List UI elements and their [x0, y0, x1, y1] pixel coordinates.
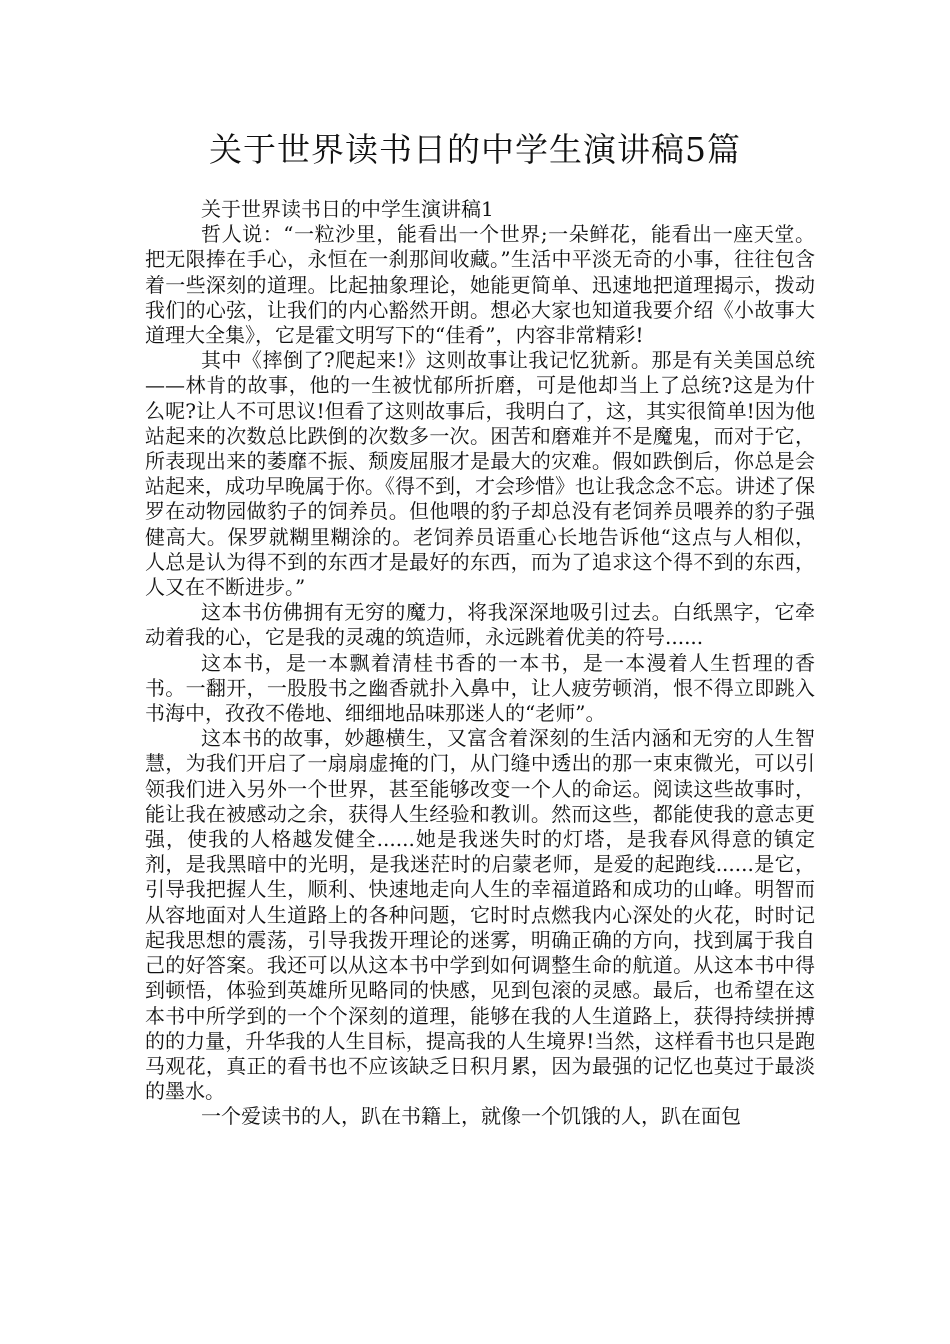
paragraph-6: 一个爱读书的人，趴在书籍上，就像一个饥饿的人，趴在面包: [201, 1104, 741, 1129]
paragraph-2: 其中《摔倒了?爬起来!》这则故事让我记忆犹新。那是有关美国总统——林肯的故事，他的一生被忧郁所折磨，可是他却当上了总统?这是为什么呢?让人不可思议!但看了这则故事后，我明白了，这，其实很简单!因为他站起来的次数总比跌倒的次数多一次。困苦和磨难并不是魔鬼，而对于它，所表现出来的萎靡不振、颓废屈服才是最大的灾难。假如跌倒后，你总是会站起来，成功早晚属于你。《得不到，才会珍惜》也让我念念不忘。讲述了保罗在动物园做豹子的饲养员。但他喂的豹子却总没有老饲养员喂养的豹子强健高大。保罗就糊里糊涂的。老饲养员语重心长地告诉他“这点与人相似，人总是认为得不到的东西才是最好的东西，而为了追求这个得不到的东西，人又在不断进步。”: [145, 348, 815, 600]
paragraph-3: 这本书仿佛拥有无穷的魔力，将我深深地吸引过去。白纸黑字，它牵动着我的心，它是我的灵魂的筑造师，永远跳着优美的符号......: [145, 600, 815, 650]
section-heading: 关于世界读书日的中学生演讲稿1: [201, 197, 494, 221]
document-title: 关于世界读书日的中学生演讲稿5篇: [209, 130, 741, 169]
document-body: [145, 197, 815, 1130]
paragraph-5: 这本书的故事，妙趣横生，又富含着深刻的生活内涵和无穷的人生智慧，为我们开启了一扇扇虚掩的门，从门缝中透出的那一束束微光，可以引领我们进入另外一个世界，甚至能够改变一个人的命运。阅读这些故事时，能让我在被感动之余，获得人生经验和教训。然而这些，都能使我的意志更强，使我的人格越发健全......她是我迷失时的灯塔，是我春风得意的镇定剂，是我黑暗中的光明，是我迷茫时的启蒙老师，是爱的起跑线......是它，引导我把握人生，顺利、快速地走向人生的幸福道路和成功的山峰。明智而从容地面对人生道路上的各种问题，它时时点燃我内心深处的火花，时时记起我思想的震荡，引导我拨开理论的迷雾，明确正确的方向，找到属于我自己的好答案。我还可以从这本书中学到如何调整生命的航道。从这本书中得到顿悟，体验到英雄所见略同的快感，见到包滚的灵感。最后，也希望在这本书中所学到的一个个深刻的道理，能够在我的人生道路上，获得持续拼搏的的力量，升华我的人生目标，提高我的人生境界!当然，这样看书也只是跑马观花，真正的看书也不应该缺乏日积月累，因为最强的记忆也莫过于最淡的墨水。: [145, 726, 815, 1104]
paragraph-1: 哲人说：“一粒沙里，能看出一个世界;一朵鲜花，能看出一座天堂。把无限捧在手心，永恒在一刹那间收藏。”生活中平淡无奇的小事，往往包含着一些深刻的道理。比起抽象理论，她能更简单、迅速地把道理揭示，拨动我们的心弦，让我们的内心豁然开朗。想必大家也知道我要介绍《小故事大道理大全集》，它是霍文明写下的“佳肴”，内容非常精彩!: [145, 222, 815, 348]
paragraph-4: 这本书，是一本飘着清桂书香的一本书，是一本漫着人生哲理的香书。一翻开，一股股书之幽香就扑入鼻中，让人疲劳顿消，恨不得立即跳入书海中，孜孜不倦地、细细地品味那迷人的“老师”。: [145, 650, 815, 726]
